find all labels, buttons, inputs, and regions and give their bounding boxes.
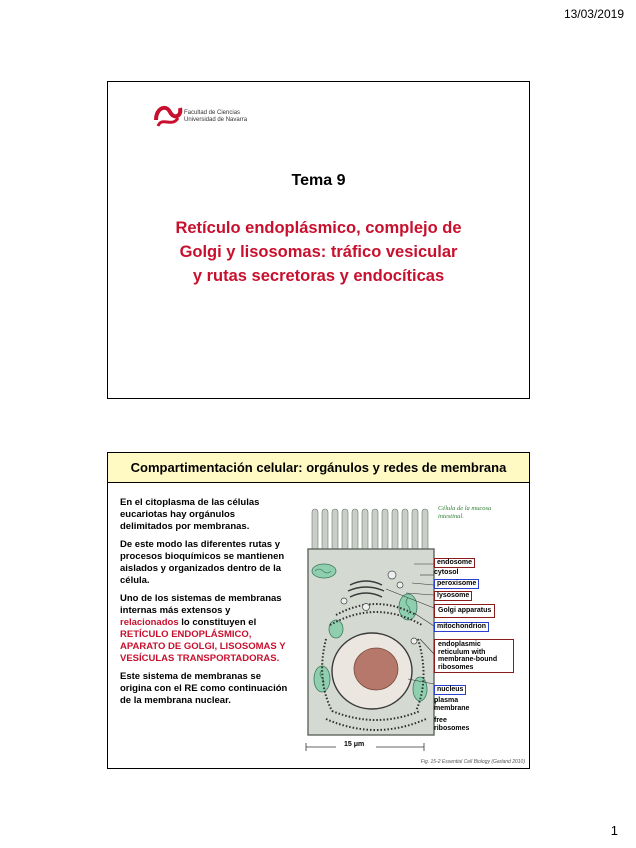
label-plasma-membrane: plasma membrane (434, 697, 470, 712)
slide-1 (107, 81, 530, 399)
paragraph-3 (120, 593, 290, 665)
p3-part-b: relacionados (120, 617, 179, 628)
page-number: 1 (610, 823, 618, 838)
header-date: 13/03/2019 (563, 7, 624, 21)
faculty-logo (152, 100, 272, 134)
cell-illustration (296, 489, 526, 754)
label-cytosol: cytosol (434, 569, 459, 576)
label-endosome: endosome (434, 558, 475, 568)
label-er: endoplasmic reticulum with membrane-bound ribosomes (434, 639, 514, 673)
logo-icon (152, 100, 184, 130)
logo-line-2: Universidad de Navarra (184, 117, 248, 123)
label-mitochondrion: mitochondrion (434, 622, 489, 632)
cell-note: Célula de la mucosa intestinal. (438, 505, 492, 520)
logo-line-1: Facultad de Ciencias (184, 110, 241, 116)
paragraph-4: Este sistema de membranas se origina con el RE como continuación de la membrana nuclear. (120, 671, 288, 706)
title-line-2: Golgi y lisosomas: tráfico vesicular (179, 243, 458, 261)
title-line-1: Retículo endoplásmico, complejo de (175, 219, 462, 237)
scale-bar-label: 15 μm (344, 741, 365, 748)
p3-part-a: Uno de los sistemas de membranas internas más extensos y (120, 593, 282, 616)
slide-2-body (120, 497, 290, 713)
label-peroxisome: peroxisome (434, 579, 479, 589)
paragraph-2: De este modo las diferentes rutas y procesos bioquímicos se mantienen aislados y organizados dentro de la célula. (120, 539, 285, 586)
slide-2 (107, 452, 530, 769)
p3-part-c: lo constituyen el (178, 617, 257, 628)
p3-part-d: RETÍCULO ENDOPLÁSMICO, APARATO DE GOLGI, LISOSOMAS Y VESÍCULAS TRANSPORTADORAS. (120, 629, 286, 664)
cell-diagram (296, 489, 526, 754)
label-golgi: Golgi apparatus (434, 604, 495, 618)
title-line-3: y rutas secretoras y endocíticas (192, 267, 445, 285)
slide-title (128, 216, 509, 288)
figure-caption: Fig. 15-2 Essential Cell Biology (Garland 2010) (420, 759, 525, 765)
paragraph-1: En el citoplasma de las células eucariotas hay orgánulos delimitados por membranas. (120, 497, 260, 532)
slide-2-header: Compartimentación celular: orgánulos y redes de membrana (108, 453, 529, 483)
label-free-ribosomes: free ribosomes (434, 717, 470, 732)
label-lysosome: lysosome (434, 591, 472, 601)
label-nucleus: nucleus (434, 685, 466, 695)
slide-heading: Tema 9 (291, 172, 346, 189)
